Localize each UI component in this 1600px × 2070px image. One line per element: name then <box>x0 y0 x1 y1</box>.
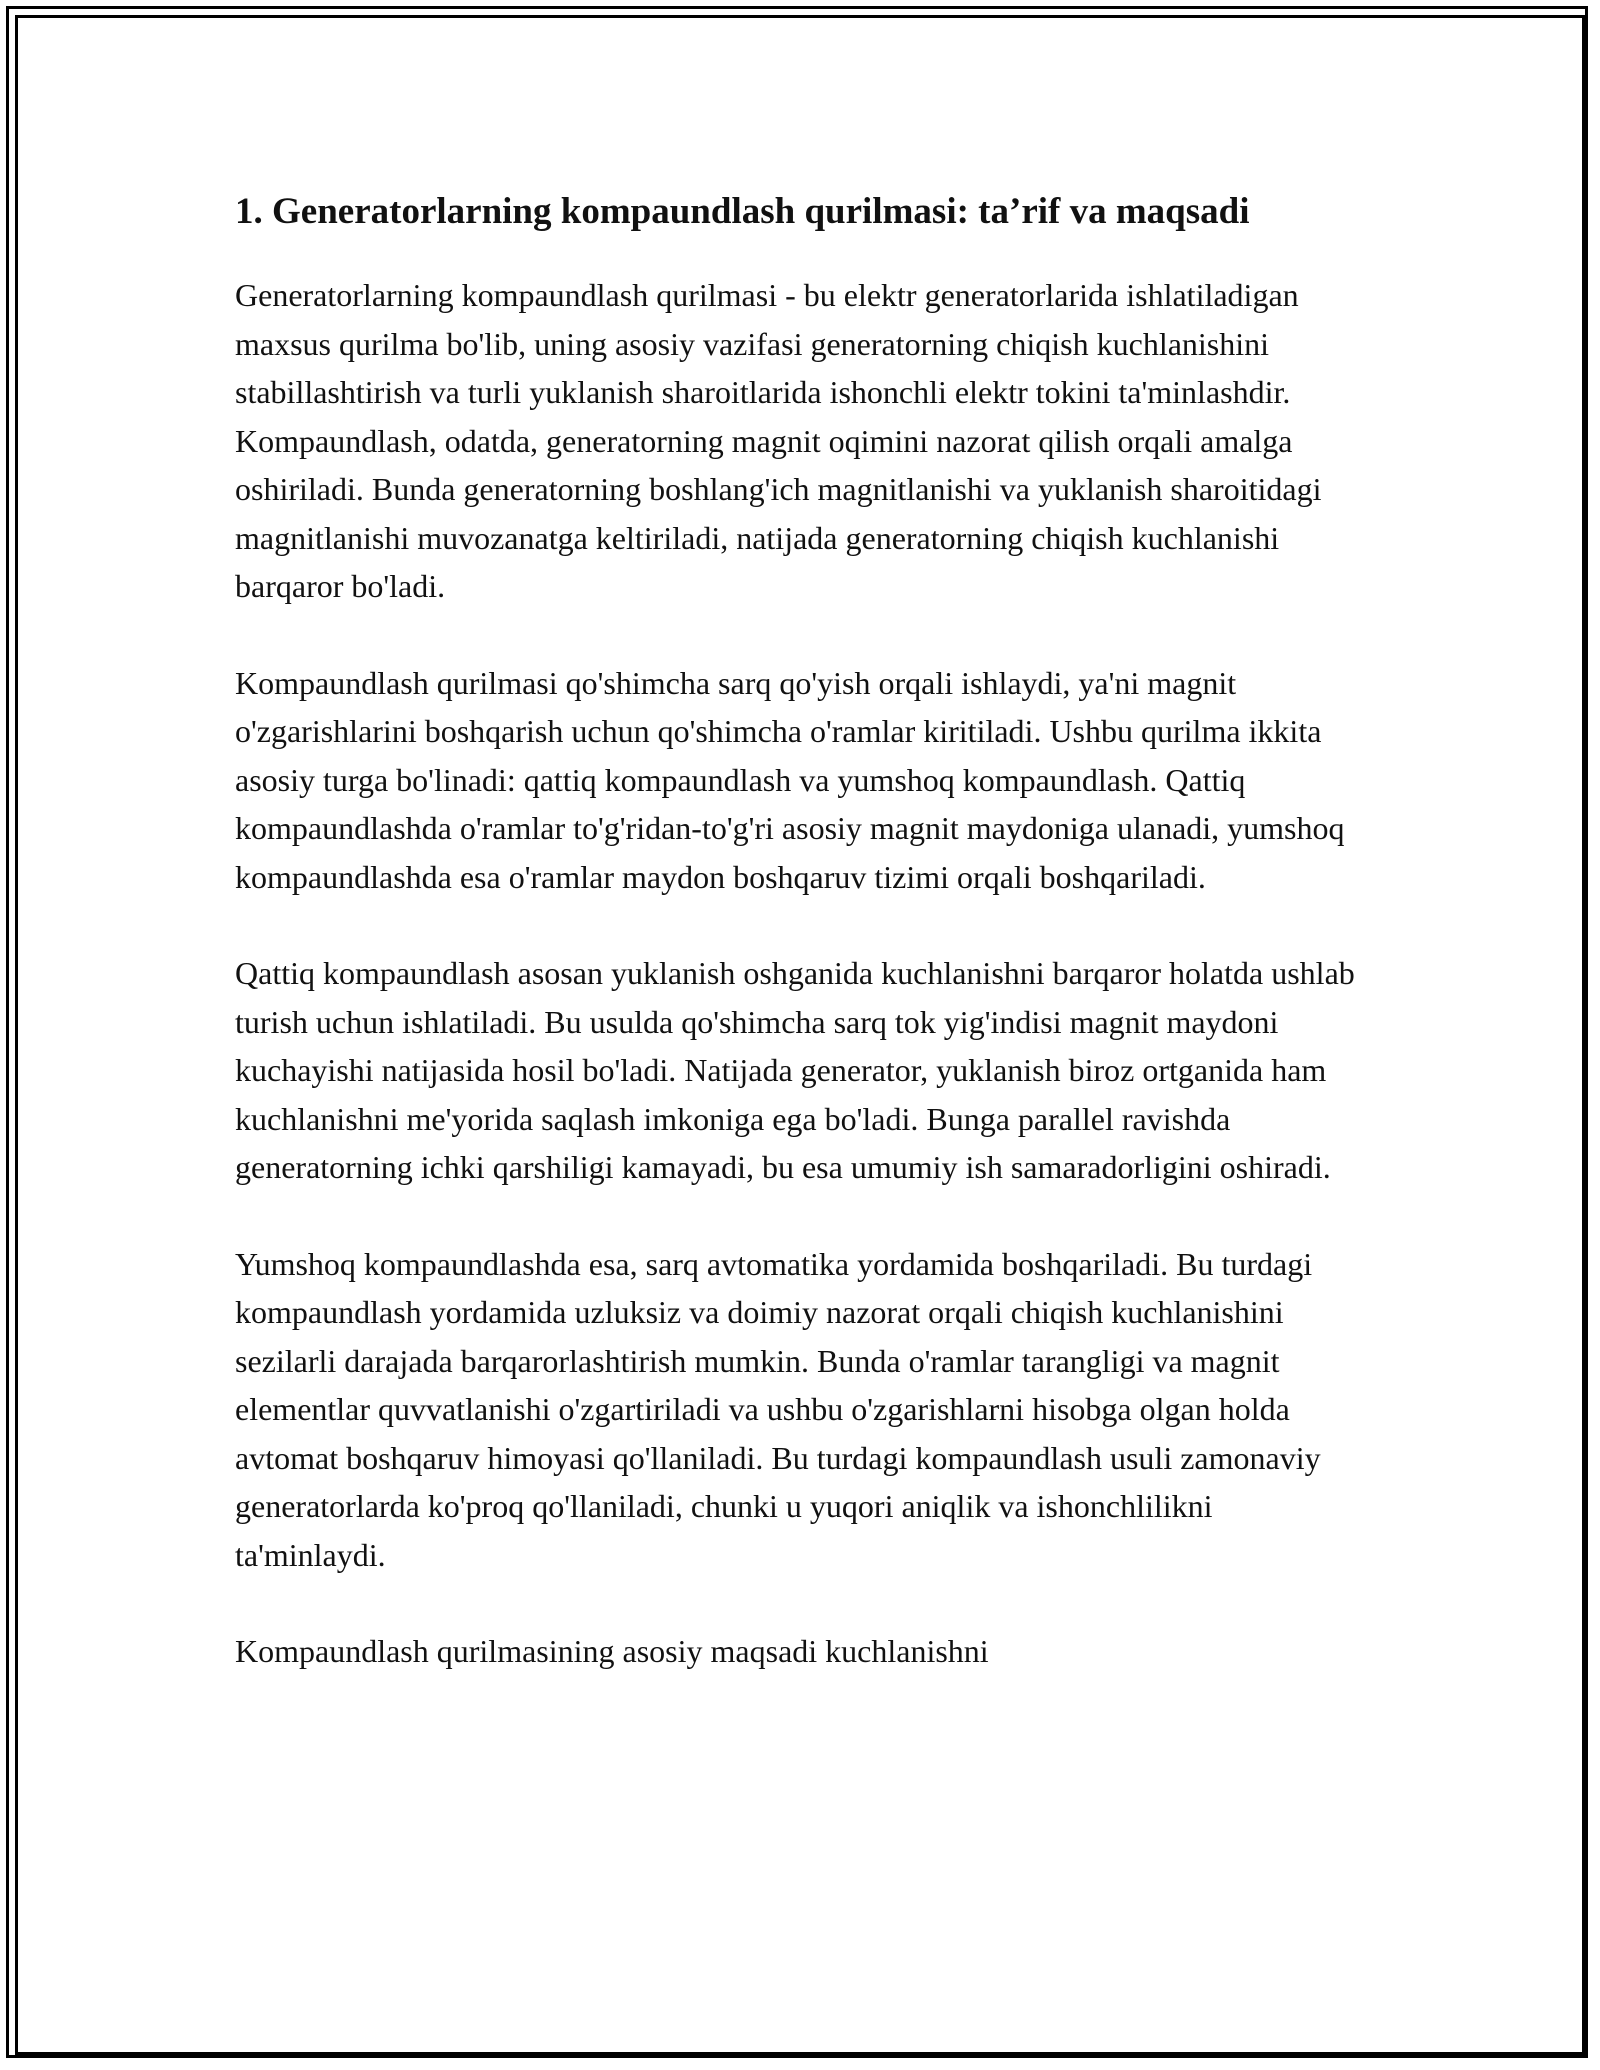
paragraph-purpose: Kompaundlash qurilmasining asosiy maqsadi kuchlanishni <box>235 1633 989 1669</box>
paragraph-types: Kompaundlash qurilmasi qo'shimcha sarq qo'yish orqali ishlaydi, ya'ni magnit o'zgarishlarini boshqarish uchun qo'shimcha o'ramlar kiritiladi. Ushbu qurilma ikkita asosiy turga bo'linadi: qattiq kompaundlash va yumshoq kompaundlash. Qattiq kompaundlashda o'ramlar to'g'ridan-to'g'ri asosiy magnit maydoniga ulanadi, yumshoq kompaundlashda esa o'ramlar maydon boshqaruv tizimi orqali boshqariladi. <box>235 664 1345 895</box>
paragraph-hard-compounding: Qattiq kompaundlash asosan yuklanish oshganida kuchlanishni barqaror holatda ushlab turish uchun ishlatiladi. Bu usulda qo'shimcha sarq tok yig'indisi magnit maydoni kuchayishi natijasida hosil bo'ladi. Natijada generator, yuklanish biroz ortganida ham kuchlanishni me'yorida saqlash imkoniga ega bo'ladi. Bunga parallel ravishda generatorning ichki qarshiligi kamayadi, bu esa umumiy ish samaradorligini oshiradi. <box>235 955 1355 1185</box>
section-heading: 1. Generatorlarning kompaundlash qurilmasi: ta’rif va maqsadi <box>235 191 1250 232</box>
paragraph-soft-compounding: Yumshoq kompaundlashda esa, sarq avtomatika yordamida boshqariladi. Bu turdagi kompaundlash yordamida uzluksiz va doimiy nazorat orqali chiqish kuchlanishini sezilarli darajada barqarorlashtirish mumkin. Bunda o'ramlar tarangligi va magnit elementlar quvvatlanishi o'zgartiriladi va ushbu o'zgarishlarni hisobga olgan holda avtomat boshqaruv himoyasi qo'llaniladi. Bu turdagi kompaundlash usuli zamonaviy generatorlarda ko'proq qo'llaniladi, chunki u yuqori aniqlik va ishonchlilikni ta'minlaydi. <box>235 1245 1321 1573</box>
paragraph-definition: Generatorlarning kompaundlash qurilmasi - bu elektr generatorlarida ishlatiladigan maxsus qurilma bo'lib, uning asosiy vazifasi generatorning chiqish kuchlanishini stabillashtirish va turli yuklanish sharoitlarida ishonchli elektr tokini ta'minlashdir. Kompaundlash, odatda, generatorning magnit oqimini nazorat qilish orqali amalga oshiriladi. Bunda generatorning boshlang'ich magnitlanishi va yuklanish sharoitidagi magnitlanishi muvozanatga keltiriladi, natijada generatorning chiqish kuchlanishi barqaror bo'ladi. <box>235 277 1322 604</box>
document-body <box>235 185 1365 1724</box>
